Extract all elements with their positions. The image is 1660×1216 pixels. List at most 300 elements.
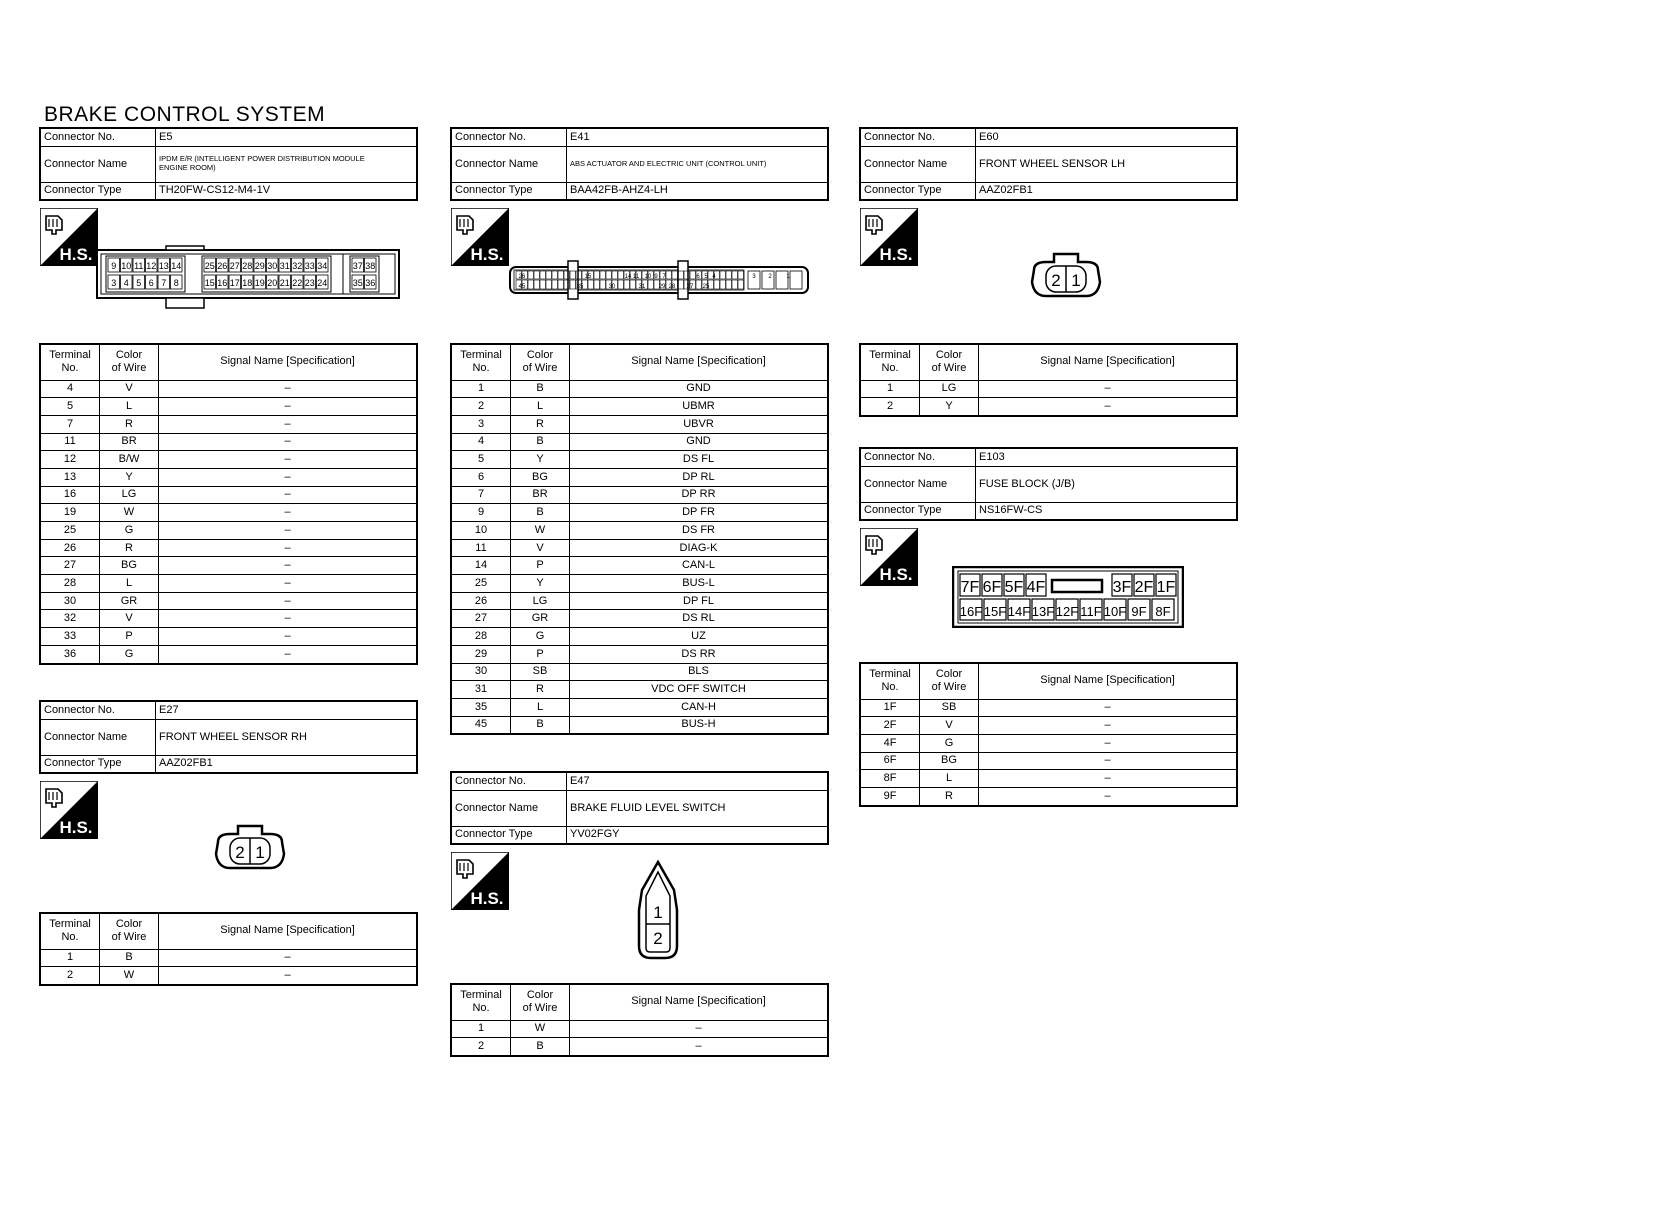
pin-label: 12 xyxy=(146,261,157,271)
pin-label: 28 xyxy=(242,261,253,271)
table-row xyxy=(40,628,417,646)
harness-side-icon xyxy=(40,208,98,266)
table-row xyxy=(40,415,417,433)
pin-label: 6F xyxy=(982,579,1002,596)
color-cell: L xyxy=(511,398,570,416)
signal-cell: – xyxy=(159,398,418,416)
connector-no-value: E41 xyxy=(567,128,829,146)
terminal-cell: 11 xyxy=(451,539,511,557)
signal-cell: – xyxy=(159,610,418,628)
pin-label: 3F xyxy=(1112,579,1132,596)
pin-label: 31 xyxy=(279,261,290,271)
signal-cell: GND xyxy=(570,433,829,451)
connector-type-label: Connector Type xyxy=(860,182,976,200)
table-row xyxy=(40,557,417,575)
color-header: Color xyxy=(935,667,963,680)
terminal-header: Terminal xyxy=(49,917,91,930)
signal-cell: – xyxy=(159,486,418,504)
signal-cell: DP RR xyxy=(570,486,829,504)
table-row xyxy=(451,698,828,716)
color-cell: SB xyxy=(920,699,979,717)
connector-info-e60 xyxy=(859,127,1238,201)
connector-type-value: TH20FW-CS12-M4-1V xyxy=(156,182,418,200)
terminal-header-no: No. xyxy=(881,362,899,375)
table-row xyxy=(451,468,828,486)
terminal-cell: 28 xyxy=(451,628,511,646)
connector-no-label: Connector No. xyxy=(451,772,567,790)
hs-label: H.S. xyxy=(879,565,913,584)
pin-label: 17 xyxy=(229,278,240,288)
pin-label: 2 xyxy=(653,929,663,948)
connector-face-e5 xyxy=(96,245,402,310)
terminal-cell: 25 xyxy=(40,522,100,540)
terminal-table-e5 xyxy=(39,343,418,665)
terminal-cell: 33 xyxy=(40,628,100,646)
pin-label: 29 xyxy=(658,284,666,290)
color-header: Color xyxy=(115,348,143,361)
connector-no-value: E103 xyxy=(976,448,1238,466)
connector-name-value: FRONT WHEEL SENSOR RH xyxy=(156,719,418,755)
connector-info-e5 xyxy=(39,127,418,201)
table-header-row xyxy=(451,344,828,380)
pin-label: 5F xyxy=(1004,579,1024,596)
pin-label: 1 xyxy=(1071,271,1081,290)
color-cell: BR xyxy=(511,486,570,504)
signal-cell: CAN-H xyxy=(570,698,829,716)
terminal-cell: 1 xyxy=(40,949,100,967)
connector-info-e47 xyxy=(450,771,829,845)
color-cell: B xyxy=(511,504,570,522)
table-row xyxy=(451,539,828,557)
signal-cell: DS RL xyxy=(570,610,829,628)
signal-cell: – xyxy=(159,522,418,540)
signal-cell: BLS xyxy=(570,663,829,681)
terminal-cell: 4F xyxy=(860,734,920,752)
terminal-header-no: No. xyxy=(61,362,79,375)
terminal-cell: 9F xyxy=(860,787,920,805)
pin-label: 8 xyxy=(173,278,179,288)
table-row xyxy=(40,610,417,628)
terminal-header-no: No. xyxy=(472,1002,490,1015)
pin-label: 20 xyxy=(267,278,278,288)
signal-cell: – xyxy=(979,752,1238,770)
pin-label: 15 xyxy=(204,278,215,288)
signal-cell: – xyxy=(159,504,418,522)
terminal-cell: 30 xyxy=(40,592,100,610)
color-header-wire: of Wire xyxy=(931,362,967,375)
signal-header: Signal Name [Specification] xyxy=(570,344,829,380)
pin-label: 45 xyxy=(518,284,526,290)
connector-no-label: Connector No. xyxy=(40,128,156,146)
connector-type-label: Connector Type xyxy=(451,826,567,844)
hs-label: H.S. xyxy=(59,818,93,837)
pin-label: 2 xyxy=(1051,271,1061,290)
connector-name-value: FUSE BLOCK (J/B) xyxy=(976,466,1238,502)
signal-cell: – xyxy=(159,557,418,575)
signal-cell: – xyxy=(979,787,1238,805)
connector-no-label: Connector No. xyxy=(860,448,976,466)
color-cell: V xyxy=(920,717,979,735)
pin-label: 32 xyxy=(292,261,303,271)
color-cell: G xyxy=(920,734,979,752)
color-header-wire: of Wire xyxy=(931,681,967,694)
connector-name-value: ABS ACTUATOR AND ELECTRIC UNIT (CONTROL UNIT) xyxy=(567,146,829,182)
table-row xyxy=(451,433,828,451)
table-row xyxy=(40,575,417,593)
color-header-wire: of Wire xyxy=(111,931,147,944)
signal-cell: GND xyxy=(570,380,829,398)
pin-label: 5 xyxy=(704,274,708,280)
table-row xyxy=(451,610,828,628)
pin-label: 27 xyxy=(686,284,694,290)
table-row xyxy=(451,522,828,540)
terminal-cell: 1 xyxy=(451,380,511,398)
connector-info-e27 xyxy=(39,700,418,774)
table-row xyxy=(40,468,417,486)
pin-label: 14 xyxy=(624,274,632,280)
table-row xyxy=(451,663,828,681)
pin-label: 9 xyxy=(111,261,117,271)
terminal-cell: 26 xyxy=(451,592,511,610)
pin-label: 24 xyxy=(317,278,328,288)
table-row xyxy=(40,451,417,469)
page-title: BRAKE CONTROL SYSTEM xyxy=(44,103,326,126)
pin-label: 35 xyxy=(576,284,584,290)
color-cell: W xyxy=(511,1020,570,1038)
terminal-cell: 2 xyxy=(451,1038,511,1056)
terminal-cell: 13 xyxy=(40,468,100,486)
connector-type-value: YV02FGY xyxy=(567,826,829,844)
signal-cell: – xyxy=(570,1020,829,1038)
color-cell: GR xyxy=(511,610,570,628)
harness-side-icon xyxy=(860,208,918,266)
connector-no-label: Connector No. xyxy=(451,128,567,146)
pin-label: 1 xyxy=(786,274,790,280)
terminal-table-e47 xyxy=(450,983,829,1057)
connector-face-e60 xyxy=(1026,250,1106,302)
color-cell: W xyxy=(511,522,570,540)
pin-label: 33 xyxy=(304,261,315,271)
signal-cell: – xyxy=(159,451,418,469)
signal-cell: UZ xyxy=(570,628,829,646)
terminal-cell: 1 xyxy=(860,380,920,398)
terminal-cell: 25 xyxy=(451,575,511,593)
color-cell: V xyxy=(511,539,570,557)
signal-cell: UBMR xyxy=(570,398,829,416)
table-row xyxy=(860,717,1237,735)
table-row xyxy=(40,486,417,504)
connector-name-value: FRONT WHEEL SENSOR LH xyxy=(976,146,1238,182)
table-row xyxy=(451,681,828,699)
color-cell: LG xyxy=(100,486,159,504)
pin-label: 10 xyxy=(644,274,652,280)
color-cell: B/W xyxy=(100,451,159,469)
color-header-wire: of Wire xyxy=(111,362,147,375)
connector-name-value: BRAKE FLUID LEVEL SWITCH xyxy=(567,790,829,826)
pin-label: 15 xyxy=(584,274,592,280)
terminal-cell: 5 xyxy=(40,398,100,416)
terminal-cell: 26 xyxy=(40,539,100,557)
color-cell: R xyxy=(511,415,570,433)
pin-label: 25 xyxy=(702,284,710,290)
table-row xyxy=(451,628,828,646)
table-row xyxy=(860,787,1237,805)
pin-label: 10F xyxy=(1103,604,1127,619)
terminal-table-e103 xyxy=(859,662,1238,807)
pin-label: 14 xyxy=(171,261,182,271)
pin-label: 29 xyxy=(254,261,265,271)
terminal-header: Terminal xyxy=(460,348,502,361)
color-cell: BG xyxy=(920,752,979,770)
signal-cell: – xyxy=(159,592,418,610)
pin-label: 8F xyxy=(1155,604,1171,619)
color-cell: P xyxy=(511,645,570,663)
terminal-cell: 35 xyxy=(451,698,511,716)
color-cell: L xyxy=(100,398,159,416)
connector-type-label: Connector Type xyxy=(40,755,156,773)
terminal-header-no: No. xyxy=(61,931,79,944)
table-header-row xyxy=(860,663,1237,699)
color-cell: L xyxy=(100,575,159,593)
signal-cell: – xyxy=(979,717,1238,735)
connector-name-label: Connector Name xyxy=(40,719,156,755)
terminal-cell: 27 xyxy=(451,610,511,628)
color-cell: BR xyxy=(100,433,159,451)
harness-side-icon xyxy=(451,208,509,266)
terminal-header: Terminal xyxy=(869,348,911,361)
table-row xyxy=(40,592,417,610)
terminal-cell: 6F xyxy=(860,752,920,770)
signal-cell: – xyxy=(159,433,418,451)
harness-side-icon xyxy=(451,852,509,910)
table-row xyxy=(451,645,828,663)
terminal-cell: 45 xyxy=(451,716,511,734)
connector-face-e27 xyxy=(210,822,290,874)
table-row xyxy=(40,645,417,663)
pin-label: 28 xyxy=(668,284,676,290)
table-row xyxy=(40,504,417,522)
signal-header: Signal Name [Specification] xyxy=(979,344,1238,380)
color-cell: G xyxy=(100,522,159,540)
pin-label: 26 xyxy=(217,261,228,271)
color-cell: Y xyxy=(100,468,159,486)
pin-label: 25 xyxy=(204,261,215,271)
color-cell: W xyxy=(100,504,159,522)
connector-name-value-cont: ENGINE ROOM) xyxy=(159,163,216,172)
table-header-row xyxy=(40,913,417,949)
connector-type-label: Connector Type xyxy=(860,502,976,520)
connector-name-label: Connector Name xyxy=(860,146,976,182)
pin-label: 15F xyxy=(983,604,1007,619)
signal-cell: – xyxy=(159,415,418,433)
terminal-cell: 7 xyxy=(40,415,100,433)
hs-label: H.S. xyxy=(470,889,504,908)
terminal-cell: 36 xyxy=(40,645,100,663)
pin-label: 31 xyxy=(638,284,646,290)
terminal-cell: 2 xyxy=(451,398,511,416)
signal-cell: – xyxy=(979,699,1238,717)
table-row xyxy=(40,949,417,967)
terminal-header: Terminal xyxy=(460,988,502,1001)
color-cell: W xyxy=(100,967,159,985)
pin-label: 6 xyxy=(148,278,154,288)
pin-label: 4 xyxy=(712,274,716,280)
signal-cell: DS FR xyxy=(570,522,829,540)
connector-type-value: BAA42FB-AHZ4-LH xyxy=(567,182,829,200)
color-cell: B xyxy=(100,949,159,967)
pin-label: 23 xyxy=(304,278,315,288)
terminal-header-no: No. xyxy=(472,362,490,375)
signal-cell: UBVR xyxy=(570,415,829,433)
pin-label: 7 xyxy=(161,278,167,288)
color-cell: B xyxy=(511,1038,570,1056)
connector-no-label: Connector No. xyxy=(40,701,156,719)
pin-label: 9F xyxy=(1131,604,1147,619)
table-header-row xyxy=(860,344,1237,380)
connector-no-value: E27 xyxy=(156,701,418,719)
pin-label: 14F xyxy=(1007,604,1031,619)
signal-cell: – xyxy=(979,398,1238,416)
hs-label: H.S. xyxy=(59,245,93,264)
terminal-cell: 3 xyxy=(451,415,511,433)
table-row xyxy=(451,380,828,398)
table-row xyxy=(860,752,1237,770)
color-cell: BG xyxy=(511,468,570,486)
color-header: Color xyxy=(526,348,554,361)
color-cell: Y xyxy=(920,398,979,416)
color-cell: G xyxy=(511,628,570,646)
pin-label: 36 xyxy=(365,278,376,288)
pin-label: 13F xyxy=(1031,604,1055,619)
connector-no-label: Connector No. xyxy=(860,128,976,146)
table-row xyxy=(451,451,828,469)
signal-cell: BUS-H xyxy=(570,716,829,734)
table-row xyxy=(860,699,1237,717)
pin-label: 4 xyxy=(123,278,129,288)
signal-cell: – xyxy=(979,734,1238,752)
terminal-cell: 4 xyxy=(451,433,511,451)
color-header-wire: of Wire xyxy=(522,1002,558,1015)
table-row xyxy=(451,1038,828,1056)
connector-type-label: Connector Type xyxy=(451,182,567,200)
terminal-cell: 2 xyxy=(860,398,920,416)
terminal-table-e41 xyxy=(450,343,829,735)
color-cell: R xyxy=(511,681,570,699)
table-row xyxy=(451,575,828,593)
connector-no-value: E47 xyxy=(567,772,829,790)
color-cell: SB xyxy=(511,663,570,681)
terminal-cell: 10 xyxy=(451,522,511,540)
signal-header: Signal Name [Specification] xyxy=(570,984,829,1020)
harness-side-icon xyxy=(860,528,918,586)
terminal-cell: 12 xyxy=(40,451,100,469)
connector-face-e41 xyxy=(508,259,810,301)
color-cell: R xyxy=(920,787,979,805)
terminal-cell: 30 xyxy=(451,663,511,681)
terminal-cell: 4 xyxy=(40,380,100,398)
pin-label: 19 xyxy=(254,278,265,288)
color-header: Color xyxy=(526,988,554,1001)
pin-label: 2 xyxy=(768,274,772,280)
connector-no-value: E5 xyxy=(156,128,418,146)
color-cell: GR xyxy=(100,592,159,610)
pin-label: 38 xyxy=(365,261,376,271)
terminal-table-e60 xyxy=(859,343,1238,417)
color-cell: L xyxy=(511,698,570,716)
connector-type-value: NS16FW-CS xyxy=(976,502,1238,520)
table-row xyxy=(451,557,828,575)
color-cell: B xyxy=(511,716,570,734)
pin-label: 37 xyxy=(352,261,363,271)
signal-cell: DS RR xyxy=(570,645,829,663)
pin-label: 3 xyxy=(752,274,756,280)
table-row xyxy=(860,770,1237,788)
color-cell: V xyxy=(100,610,159,628)
terminal-cell: 29 xyxy=(451,645,511,663)
table-header-row xyxy=(40,344,417,380)
hs-label: H.S. xyxy=(470,245,504,264)
pin-label: 4F xyxy=(1026,579,1046,596)
color-cell: P xyxy=(100,628,159,646)
connector-name-label: Connector Name xyxy=(451,790,567,826)
terminal-cell: 5 xyxy=(451,451,511,469)
table-row xyxy=(40,398,417,416)
terminal-cell: 2F xyxy=(860,717,920,735)
pin-label: 35 xyxy=(352,278,363,288)
table-row xyxy=(451,486,828,504)
color-cell: G xyxy=(100,645,159,663)
pin-label: 5 xyxy=(136,278,142,288)
table-row xyxy=(860,734,1237,752)
color-cell: L xyxy=(920,770,979,788)
terminal-cell: 1F xyxy=(860,699,920,717)
signal-cell: – xyxy=(979,770,1238,788)
color-cell: Y xyxy=(511,451,570,469)
pin-label: 12F xyxy=(1055,604,1079,619)
table-row xyxy=(451,1020,828,1038)
terminal-cell: 2 xyxy=(40,967,100,985)
color-cell: R xyxy=(100,415,159,433)
pin-label: 7 xyxy=(662,274,666,280)
pin-label: 16F xyxy=(959,604,983,619)
table-row xyxy=(40,380,417,398)
connector-type-value: AAZ02FB1 xyxy=(156,755,418,773)
terminal-cell: 7 xyxy=(451,486,511,504)
signal-cell: – xyxy=(159,380,418,398)
signal-cell: DP FR xyxy=(570,504,829,522)
connector-face-e47 xyxy=(636,860,680,962)
pin-label: 21 xyxy=(279,278,290,288)
terminal-table-e27 xyxy=(39,912,418,986)
terminal-cell: 19 xyxy=(40,504,100,522)
color-cell: LG xyxy=(920,380,979,398)
pin-label: 30 xyxy=(608,284,616,290)
color-header: Color xyxy=(935,348,963,361)
signal-cell: DIAG-K xyxy=(570,539,829,557)
terminal-cell: 6 xyxy=(451,468,511,486)
pin-label: 1 xyxy=(653,903,663,922)
pin-label: 11F xyxy=(1080,604,1102,619)
pin-label: 2 xyxy=(235,843,245,862)
signal-cell: – xyxy=(979,380,1238,398)
table-row xyxy=(451,504,828,522)
color-header: Color xyxy=(115,917,143,930)
signal-header: Signal Name [Specification] xyxy=(159,344,418,380)
table-row xyxy=(40,433,417,451)
pin-label: 30 xyxy=(267,261,278,271)
connector-no-value: E60 xyxy=(976,128,1238,146)
connector-name-label: Connector Name xyxy=(451,146,567,182)
